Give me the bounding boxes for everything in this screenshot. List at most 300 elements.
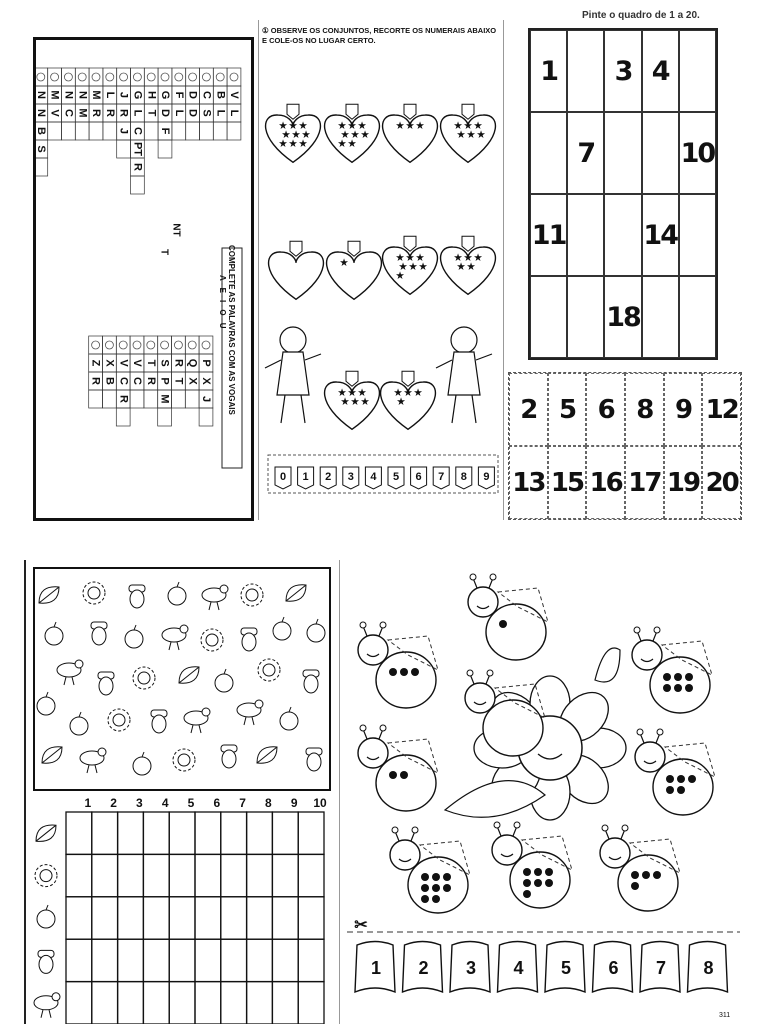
count-cell — [118, 897, 144, 939]
wing-number: 3 — [465, 957, 477, 978]
picture-cell — [89, 68, 103, 86]
cut-number: 2 — [325, 470, 332, 483]
letter-cell: N — [76, 91, 89, 99]
blank-box — [116, 408, 130, 426]
blank-box — [158, 140, 172, 158]
star: ★ — [415, 252, 425, 263]
column-number: 3 — [136, 796, 143, 811]
cut-number-cell[interactable]: 16 — [586, 446, 625, 519]
letter-cell: L — [131, 109, 144, 117]
cut-number-cell[interactable]: 17 — [625, 446, 664, 519]
picture-icon — [106, 73, 114, 81]
star: ★ — [347, 120, 357, 131]
cut-number-cell[interactable]: 12 — [702, 373, 741, 446]
heart-tag — [290, 241, 302, 256]
letter-cell: M — [90, 90, 103, 100]
picture-icon — [120, 73, 128, 81]
star: ★ — [357, 387, 367, 398]
vowel-instruction: COMPLETE AS PALAVRAS COM AS VOGAIS A - E - I - O - U — [218, 245, 236, 415]
count-cell — [298, 854, 324, 896]
star: ★ — [393, 387, 403, 398]
letter-cell: R — [90, 109, 103, 117]
column-number: 8 — [265, 796, 272, 811]
cut-number: 8 — [460, 470, 467, 483]
heart-tag — [402, 371, 414, 386]
star: ★ — [288, 120, 298, 131]
letter-cell: N — [36, 109, 47, 117]
wing-number: 1 — [370, 957, 382, 978]
cut-number: 1 — [302, 470, 309, 483]
count-cell — [66, 812, 92, 854]
picture-cell — [117, 68, 131, 86]
ladybug-dot — [631, 882, 639, 890]
picture-cell — [199, 336, 213, 354]
count-cell — [118, 939, 144, 981]
ladybug-dot — [674, 673, 682, 681]
number-grid-top-label: Pinte o quadro de 1 a 20. — [582, 10, 700, 21]
count-cell — [221, 812, 247, 854]
ladybug-dot — [389, 668, 397, 676]
blank-box — [144, 390, 158, 408]
blank-box — [227, 122, 241, 140]
count-cell — [92, 897, 118, 939]
picture-icon — [133, 73, 141, 81]
count-cell — [169, 897, 195, 939]
letter-cell: T — [158, 248, 170, 256]
count-cell — [118, 854, 144, 896]
apple-icon — [37, 697, 55, 715]
heart-tag — [346, 371, 358, 386]
count-cell — [221, 897, 247, 939]
count-cell — [272, 982, 298, 1024]
blank-box — [62, 122, 76, 140]
picture-icon — [105, 341, 113, 349]
star: ★ — [395, 120, 405, 131]
wing-number: 8 — [703, 957, 714, 978]
ladybug-dot — [666, 775, 674, 783]
blank-box — [89, 122, 103, 140]
antenna-ball — [380, 725, 386, 731]
picture-cell — [227, 68, 241, 86]
star: ★ — [466, 261, 476, 272]
bird-legs — [87, 765, 97, 773]
grid-cell[interactable] — [642, 112, 679, 194]
star: ★ — [463, 120, 473, 131]
star: ★ — [288, 138, 298, 149]
star: ★ — [405, 252, 415, 263]
apple-stem — [282, 617, 284, 622]
letter-cell: C — [62, 109, 75, 117]
grid-cell[interactable]: 1 — [530, 30, 567, 112]
picture-icon — [161, 341, 169, 349]
letter-cell: D — [186, 109, 199, 117]
antenna-ball — [412, 827, 418, 833]
picture-cell — [103, 68, 117, 86]
letter-crossword-worksheet — [33, 37, 254, 521]
count-cell — [298, 812, 324, 854]
letter-cell: J — [200, 395, 213, 403]
heart-tag — [404, 104, 416, 119]
letter-cell: D — [159, 109, 172, 117]
cut-number: 3 — [347, 470, 354, 483]
star: ★ — [405, 120, 415, 131]
cut-number-cell[interactable]: 9 — [664, 373, 703, 446]
heart-tag — [348, 241, 360, 256]
leaf-icon — [36, 825, 56, 841]
picture-icon — [64, 73, 72, 81]
heart-tag — [462, 236, 474, 251]
letter-cell: L — [103, 91, 116, 99]
star: ★ — [453, 120, 463, 131]
letter-cell: L — [214, 109, 227, 117]
star: ★ — [473, 120, 483, 131]
cut-number: 4 — [370, 470, 377, 483]
picture-icon — [202, 341, 210, 349]
picture-cell — [131, 68, 145, 86]
star: ★ — [278, 120, 288, 131]
antenna-ball — [380, 622, 386, 628]
cut-number-cell[interactable]: 6 — [586, 373, 625, 446]
count-cell — [298, 982, 324, 1024]
wing-number: 4 — [513, 957, 524, 978]
count-cell — [169, 854, 195, 896]
ladybug-dot — [677, 775, 685, 783]
grid-cell[interactable]: 4 — [642, 30, 679, 112]
page-number: 311 — [719, 1012, 731, 1019]
ladybug-dot — [389, 771, 397, 779]
apple-stem — [316, 619, 318, 624]
ladybug-shell — [486, 604, 546, 660]
bird-legs — [244, 717, 254, 725]
apple-icon — [273, 622, 291, 640]
flower-leaf — [595, 648, 620, 682]
blank-box — [131, 176, 145, 194]
letter-cell: T — [145, 109, 158, 117]
ladybug-shell — [376, 652, 436, 708]
count-cell — [143, 982, 169, 1024]
cut-number-cell[interactable]: 19 — [664, 446, 703, 519]
star: ★ — [281, 129, 291, 140]
ladybug-dot — [443, 884, 451, 892]
leaf-icon — [179, 667, 199, 683]
antenna-ball — [487, 670, 493, 676]
grid-cell[interactable] — [530, 276, 567, 358]
cut-number-cell[interactable]: 5 — [548, 373, 587, 446]
count-cell — [66, 939, 92, 981]
bird-head — [180, 625, 188, 633]
sunflower-center — [246, 589, 258, 601]
star: ★ — [340, 129, 350, 140]
count-cell — [143, 854, 169, 896]
column-number: 10 — [313, 796, 327, 811]
picture-icon — [119, 341, 127, 349]
blank-box — [103, 122, 117, 140]
letter-cell: V — [228, 91, 241, 99]
ladybug-dot — [421, 884, 429, 892]
bird-head — [255, 700, 263, 708]
picture-icon — [92, 341, 100, 349]
blank-box — [36, 158, 48, 176]
grid-cell[interactable]: 14 — [642, 194, 679, 276]
apple-stem — [224, 669, 226, 674]
child-legs — [281, 395, 305, 423]
acorn-icon — [304, 675, 318, 693]
sunflower-center — [113, 714, 125, 726]
picture-icon — [189, 73, 197, 81]
grid-cell[interactable]: 3 — [604, 30, 641, 112]
antenna-ball — [602, 825, 608, 831]
picture-cell — [186, 68, 200, 86]
picture-icon — [216, 73, 224, 81]
picture-icon — [147, 341, 155, 349]
picture-icon — [78, 73, 86, 81]
letter-cell: J — [117, 91, 130, 99]
blank-box — [172, 390, 186, 408]
apple-icon — [133, 757, 151, 775]
picture-icon — [175, 73, 183, 81]
ladybug-dot — [432, 884, 440, 892]
heart-tag — [404, 236, 416, 251]
letter-cell: C — [117, 377, 130, 385]
picture-cell — [158, 336, 172, 354]
ladybug-dot — [523, 879, 531, 887]
antenna-ball — [654, 627, 660, 633]
apple-stem — [142, 752, 144, 757]
ladybug-dot — [631, 871, 639, 879]
ladybug-dot — [523, 868, 531, 876]
ladybug-dot — [666, 786, 674, 794]
ladybug-dot — [663, 673, 671, 681]
blank-box — [185, 390, 199, 408]
apple-stem — [177, 582, 179, 587]
letter-cell: F — [159, 127, 172, 135]
letter-cell: V — [131, 359, 144, 367]
flower-leaf — [445, 781, 545, 818]
star: ★ — [396, 396, 406, 407]
sunflower-center — [138, 672, 150, 684]
grid-cell[interactable]: 7 — [567, 112, 604, 194]
cut-number: 7 — [438, 470, 445, 483]
ladybug-dot — [653, 871, 661, 879]
antenna-ball — [360, 725, 366, 731]
apple-icon — [125, 630, 143, 648]
cut-number-cell[interactable]: 2 — [509, 373, 548, 446]
letter-cell: X — [103, 359, 116, 367]
cut-out-numbers — [508, 372, 742, 520]
letter-cell: S — [36, 145, 47, 153]
count-cell — [66, 854, 92, 896]
star: ★ — [395, 270, 405, 281]
apple-icon — [168, 587, 186, 605]
grid-cell[interactable] — [679, 30, 716, 112]
grid-cell[interactable] — [567, 30, 604, 112]
count-cell — [92, 812, 118, 854]
blank-box — [213, 122, 227, 140]
antenna-ball — [514, 822, 520, 828]
hearts-instruction: ① OBSERVE OS CONJUNTOS, RECORTE OS NUMERAIS ABAIXO E COLE-OS NO LUGAR CERTO. — [262, 26, 497, 45]
leaf-icon — [286, 585, 306, 601]
count-cell — [298, 939, 324, 981]
star: ★ — [339, 257, 349, 268]
star: ★ — [360, 396, 370, 407]
cut-number-cell[interactable]: 13 — [509, 446, 548, 519]
antenna-ball — [470, 574, 476, 580]
letter-cell: T — [144, 359, 157, 367]
acorn-icon — [130, 590, 144, 608]
count-cell — [272, 939, 298, 981]
grid-cell[interactable] — [679, 194, 716, 276]
acorn-icon — [99, 677, 113, 695]
count-cell — [66, 982, 92, 1024]
picture-cell — [48, 68, 62, 86]
letter-cell: V — [117, 359, 130, 367]
picture-icon — [188, 341, 196, 349]
star: ★ — [473, 252, 483, 263]
letter-cell: G — [159, 90, 172, 100]
cut-number-cell[interactable]: 20 — [702, 446, 741, 519]
count-cell — [298, 897, 324, 939]
letter-cell: P — [158, 377, 171, 385]
star: ★ — [415, 120, 425, 131]
grid-cell[interactable] — [604, 194, 641, 276]
picture-icon — [147, 73, 155, 81]
ladybug-dot — [534, 879, 542, 887]
ladybug-dot — [545, 868, 553, 876]
count-cell — [247, 812, 273, 854]
ladybug-dot — [677, 786, 685, 794]
letter-cell: R — [131, 163, 144, 171]
bird-legs — [209, 602, 219, 610]
ladybug-dot — [421, 895, 429, 903]
count-cell — [195, 897, 221, 939]
letter-cell: Z — [89, 359, 102, 367]
picture-cell — [213, 68, 227, 86]
letter-cell: R — [89, 377, 102, 385]
star: ★ — [340, 396, 350, 407]
picture-cell — [172, 336, 186, 354]
column-number: 1 — [84, 796, 92, 811]
star: ★ — [398, 261, 408, 272]
grid-cell[interactable] — [567, 194, 604, 276]
star: ★ — [298, 120, 308, 131]
count-cell — [169, 939, 195, 981]
ladybug-shell — [618, 855, 678, 911]
grid-cell[interactable]: 18 — [604, 276, 641, 358]
acorn-icon — [152, 715, 166, 733]
picture-icon — [174, 341, 182, 349]
ladybug-dot — [674, 684, 682, 692]
apple-icon — [37, 910, 55, 928]
ladybugs-drawing — [345, 560, 745, 1024]
count-cell — [66, 897, 92, 939]
star: ★ — [418, 261, 428, 272]
picture-cell — [89, 336, 103, 354]
grid-cell[interactable] — [530, 112, 567, 194]
letter-cell: NT — [170, 223, 182, 237]
cut-number-cell[interactable]: 15 — [548, 446, 587, 519]
letter-cell: S — [158, 359, 171, 367]
acorn-icon — [242, 633, 256, 651]
letter-cell: R — [144, 377, 157, 385]
blank-box — [158, 408, 172, 426]
apple-icon — [280, 712, 298, 730]
grid-cell[interactable] — [567, 276, 604, 358]
letter-cell: N — [62, 91, 75, 99]
hearts-drawing — [258, 60, 504, 520]
star: ★ — [408, 261, 418, 272]
picture-icon — [37, 73, 45, 81]
star: ★ — [278, 138, 288, 149]
cut-number: 5 — [392, 470, 400, 483]
blank-box — [48, 122, 62, 140]
column-number: 7 — [239, 796, 246, 811]
child-head — [280, 327, 306, 353]
letter-cell: B — [36, 127, 47, 135]
blank-box — [75, 122, 89, 140]
letter-cell: R — [117, 109, 130, 117]
grid-cell[interactable] — [679, 276, 716, 358]
letter-cell: R — [103, 109, 116, 117]
heart — [327, 252, 382, 299]
count-cell — [247, 939, 273, 981]
star: ★ — [301, 129, 311, 140]
picture-cell — [144, 68, 158, 86]
picture-icon — [133, 341, 141, 349]
acorn-icon — [39, 955, 53, 973]
child-head — [451, 327, 477, 353]
count-cell — [92, 854, 118, 896]
apple-icon — [45, 627, 63, 645]
sunflower-center — [178, 754, 190, 766]
count-cell — [195, 812, 221, 854]
cut-number-cell[interactable]: 8 — [625, 373, 664, 446]
star: ★ — [350, 129, 360, 140]
grid-cell[interactable]: 10 — [679, 112, 716, 194]
ladybug-dot — [421, 873, 429, 881]
heart-tag — [287, 104, 299, 119]
count-cell — [221, 982, 247, 1024]
letter-cell: L — [172, 109, 185, 117]
apple-stem — [134, 625, 136, 630]
apple-icon — [307, 624, 325, 642]
child-legs — [452, 395, 476, 423]
letter-cell: F — [172, 91, 185, 99]
picture-cell — [200, 68, 214, 86]
ladybug-dot — [642, 871, 650, 879]
star: ★ — [476, 129, 486, 140]
star: ★ — [413, 387, 423, 398]
star: ★ — [337, 387, 347, 398]
antenna-ball — [657, 729, 663, 735]
column-number: 9 — [290, 796, 298, 811]
grid-cell[interactable] — [604, 112, 641, 194]
grid-cell[interactable]: 11 — [530, 194, 567, 276]
star: ★ — [456, 129, 466, 140]
apple-stem — [46, 905, 48, 910]
counting-drawing — [24, 560, 340, 1024]
letter-cell: R — [172, 359, 185, 367]
blank-box — [199, 408, 213, 426]
count-cell — [118, 982, 144, 1024]
grid-cell[interactable] — [642, 276, 679, 358]
letter-cell: PT — [131, 141, 144, 157]
bird-head — [202, 708, 210, 716]
ladybug-shell — [483, 700, 543, 756]
apple-stem — [79, 712, 81, 717]
column-number: 6 — [213, 796, 221, 811]
apple-icon — [70, 717, 88, 735]
ladybug-dot — [534, 868, 542, 876]
